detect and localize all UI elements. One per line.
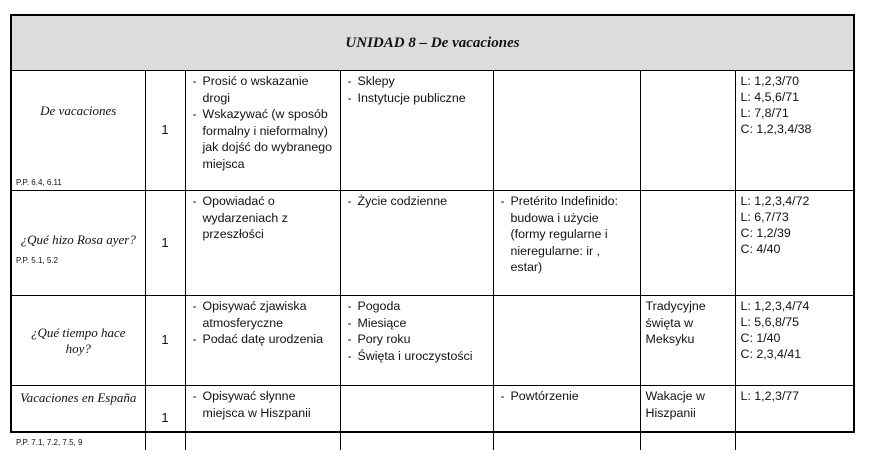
grammar-cell xyxy=(493,296,640,386)
grammar-cell xyxy=(493,71,640,191)
reference: L: 1,2,3,4/72 xyxy=(740,194,810,208)
reference: L: 7,8/71 xyxy=(740,106,789,120)
reference: L: 1,2,3/70 xyxy=(740,74,800,88)
reference: C: 1,2/39 xyxy=(740,226,791,240)
table-header xyxy=(12,16,853,71)
references-cell xyxy=(735,71,853,191)
table-row xyxy=(12,191,853,296)
list-item: - Pretérito Indefinido: budowa i użycie (formy regularne i nieregularne: ir , estar) xyxy=(499,193,635,276)
reference: L: 5,6,8/75 xyxy=(740,315,800,329)
table-row xyxy=(12,71,853,191)
pp-reference: P.P. 5.1, 5.2 xyxy=(16,256,58,265)
list-item: - Opisywać zjawiska atmosferyczne xyxy=(191,298,335,331)
references-cell xyxy=(735,296,853,386)
list-item: - Miesiące xyxy=(346,315,488,332)
list-item: - Sklepy xyxy=(346,73,488,90)
table-row xyxy=(12,386,853,451)
reference: L: 1,2,3,4/74 xyxy=(740,299,810,313)
reference: C: 4/40 xyxy=(740,242,781,256)
list-item: - Podać datę urodzenia xyxy=(191,331,335,348)
unit-title: UNIDAD 8 – De vacaciones xyxy=(345,34,520,51)
functions-cell xyxy=(185,71,340,191)
vocabulary-cell xyxy=(340,296,493,386)
references-cell xyxy=(735,386,853,451)
list-item: - Pogoda xyxy=(346,298,488,315)
grammar-cell xyxy=(493,191,640,296)
topic-title: ¿Qué tiempo hace hoy? xyxy=(30,324,126,356)
vocabulary-cell xyxy=(340,191,493,296)
list-item: - Wskazywać (w sposób formalny i nieformalny) jak dojść do wybranego miejsca xyxy=(191,106,335,172)
vocabulary-cell xyxy=(340,71,493,191)
topic-cell xyxy=(12,191,145,296)
list-item: - Święta i uroczystości xyxy=(346,348,488,365)
reference: L: 4,5,6/71 xyxy=(740,90,800,104)
lesson-count: 1 xyxy=(145,71,185,191)
list-item: - Powtórzenie xyxy=(499,388,635,405)
table-row xyxy=(12,296,853,386)
list-item: - Życie codzienne xyxy=(346,193,488,210)
topic-title: Vacaciones en España xyxy=(20,390,137,405)
topic-cell xyxy=(12,71,145,191)
list-item: - Instytucje publiczne xyxy=(346,90,488,107)
topic-title: ¿Qué hizo Rosa ayer? xyxy=(20,232,136,247)
grammar-cell xyxy=(493,386,640,451)
culture-cell xyxy=(640,71,735,191)
functions-cell xyxy=(185,296,340,386)
functions-cell xyxy=(185,386,340,451)
topic-title: De vacaciones xyxy=(40,102,117,118)
reference: L: 6,7/73 xyxy=(740,210,789,224)
topic-cell xyxy=(12,386,145,451)
culture-cell xyxy=(640,191,735,296)
pp-reference: P.P. 6.4, 6.11 xyxy=(16,178,62,187)
pp-reference: P.P. 7.1, 7.2, 7.5, 9 xyxy=(16,438,83,447)
reference: C: 1/40 xyxy=(740,331,781,345)
list-item: - Opowiadać o wydarzeniach z przeszłości xyxy=(191,193,335,243)
vocabulary-cell xyxy=(340,386,493,451)
reference: C: 1,2,3,4/38 xyxy=(740,122,812,136)
culture-cell: Tradycyjne święta w Meksyku xyxy=(640,296,735,386)
reference: C: 2,3,4/41 xyxy=(740,347,802,361)
list-item: - Prosić o wskazanie drogi xyxy=(191,73,335,106)
functions-cell xyxy=(185,191,340,296)
culture-cell: Wakacje w Hiszpanii xyxy=(640,386,735,451)
units-grid xyxy=(12,71,853,450)
topic-cell xyxy=(12,296,145,386)
list-item: - Opisywać słynne miejsca w Hiszpanii xyxy=(191,388,335,421)
references-cell xyxy=(735,191,853,296)
reference: L: 1,2,3/77 xyxy=(740,389,800,403)
lesson-count: 1 xyxy=(145,386,185,451)
lesson-count: 1 xyxy=(145,296,185,386)
curriculum-table xyxy=(10,14,855,447)
lesson-count: 1 xyxy=(145,191,185,296)
list-item: - Pory roku xyxy=(346,331,488,348)
